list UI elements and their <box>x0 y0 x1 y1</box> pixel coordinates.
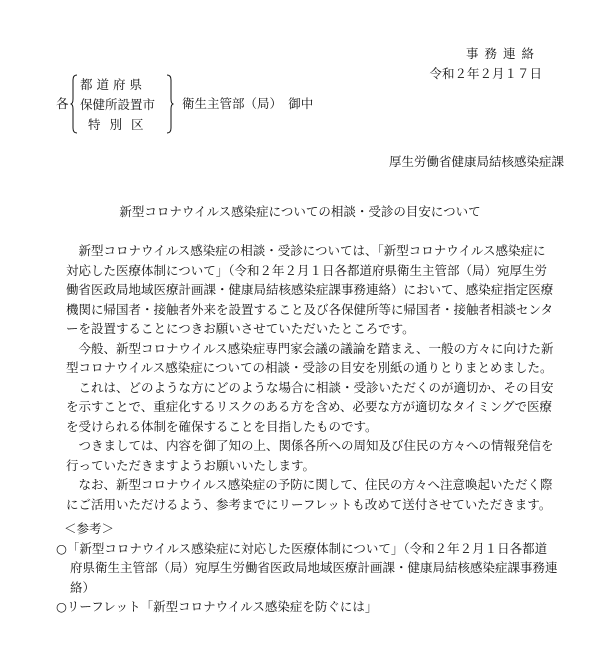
reference-section <box>56 519 556 617</box>
body-paragraph <box>66 378 554 437</box>
recipient-line: 特別区 <box>88 117 153 132</box>
body-line: なお、新型コロナウイルス感染症の予防に関して、住民の方々へ注意喚起いただく際 <box>66 477 553 492</box>
reference-line: 府県衛生主管部（局）宛厚生労働省医政局地域医療計画課・健康局結核感染症課事務連 <box>70 560 558 575</box>
body-line: にご活用いただけるよう、参考までにリーフレットも改めて送付させていただきます。 <box>66 496 552 512</box>
recipient-line: 都道府県 <box>80 77 147 92</box>
body-line: 型コロナウイルス感染症についての相談・受診の目安を別紙の通りとりまとめました。 <box>66 360 553 375</box>
body-line: 機関に帰国者・接触者外来を設置すること及び各保健所等に帰国者・接触者相談センタ <box>66 301 554 317</box>
recipient-line: 保健所設置市 <box>80 97 156 112</box>
body-line: 働省医政局地域医療計画課・健康局結核感染症課事務連絡）において、感染症指定医療 <box>66 282 554 297</box>
sender: 厚生労働省健康局結核感染症課 <box>388 154 564 169</box>
body-line: これは、どのような方にどのような場合に相談・受診いただくのが適切か、その目安 <box>66 379 554 395</box>
body-line: を示すことで、重症化するリスクのある方を含め、必要な方が適切なタイミングで医療 <box>66 399 553 414</box>
reference-item <box>56 539 556 598</box>
body-line: 行っていただきますようお願いいたします。 <box>66 457 316 473</box>
body-paragraph <box>66 475 553 514</box>
reference-heading: ＜参考＞ <box>64 521 115 536</box>
document-title: 新型コロナウイルス感染症についての相談・受診の目安について <box>119 204 481 219</box>
reference-line: 絡） <box>70 579 96 595</box>
body-line: 今般、新型コロナウイルス感染症専門家会議の議論を踏まえ、一般の方々に向けた新 <box>66 340 554 356</box>
body-line: 新型コロナウイルス感染症の相談・受診については、「新型コロナウイルス感染症に <box>66 243 546 258</box>
body-line: つきましては、内容を御了知の上、関係各所への周知及び住民の方々への情報発信を <box>66 438 554 453</box>
reference-line: ○リーフレット「新型コロナウイルス感染症を防ぐには」 <box>56 599 378 614</box>
body-paragraph <box>66 436 554 475</box>
body-text <box>66 241 554 514</box>
body-paragraph <box>66 241 554 339</box>
body-line: 対応した医療体制について」（令和２年２月１日各都道府県衛生主管部（局）宛厚生労 <box>66 262 548 278</box>
recipient-list <box>80 75 155 135</box>
body-paragraph <box>66 339 554 378</box>
recipient-department: 衛生主管部（局） 御中 <box>182 96 314 111</box>
reference-item <box>56 597 556 617</box>
recipient-block <box>56 72 356 138</box>
left-brace-icon <box>70 74 78 134</box>
document-date: 令和２年２月１７日 <box>429 66 542 81</box>
body-line: を受けられる体制を確保することを目指したものです。 <box>66 418 378 434</box>
body-line: ーを設置することにつきお願いさせていただいたところです。 <box>66 321 415 336</box>
right-brace-icon <box>166 74 174 134</box>
document-type: 事務連絡 <box>465 46 540 61</box>
recipient-prefix: 各 <box>56 96 69 111</box>
reference-line: ○「新型コロナウイルス感染症に対応した医療体制について」（令和２年２月１日各都道 <box>56 540 548 556</box>
